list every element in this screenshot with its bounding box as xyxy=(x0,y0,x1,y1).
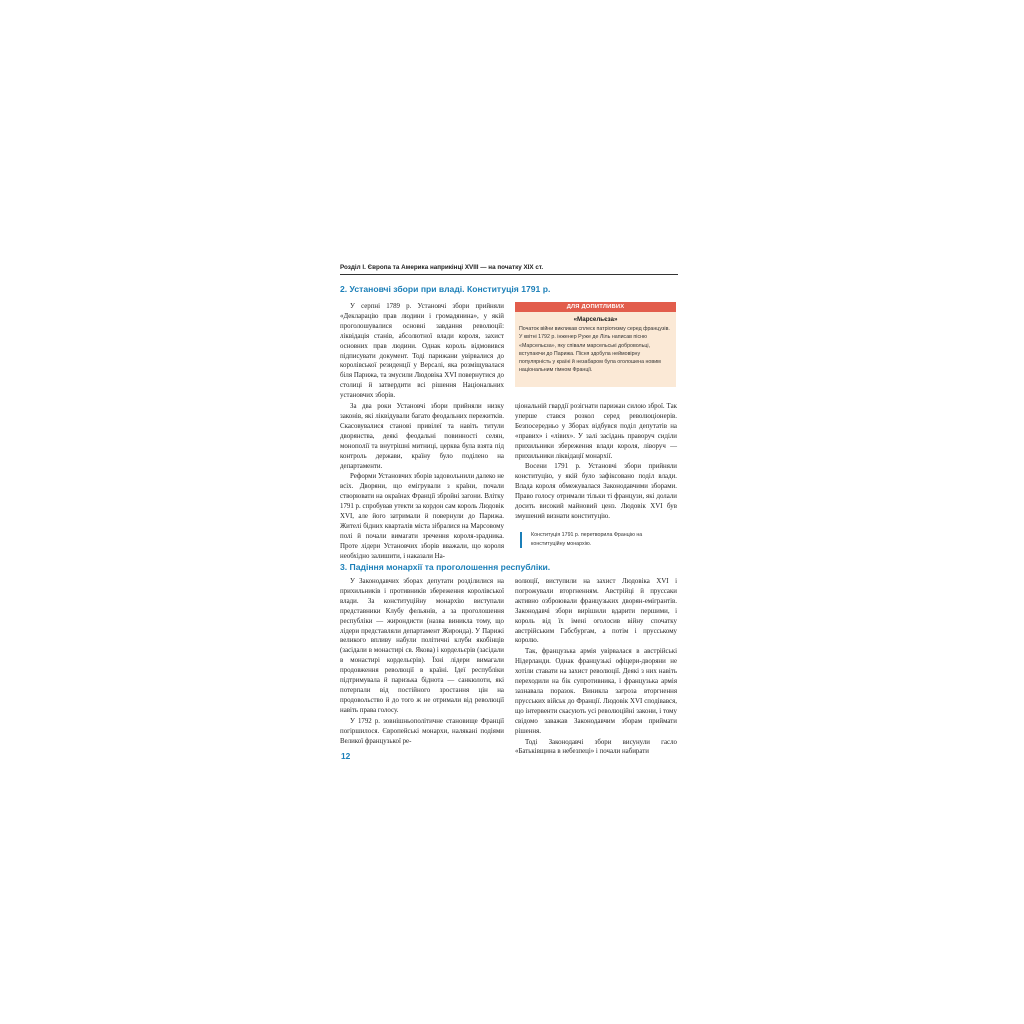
page-number: 12 xyxy=(341,751,351,761)
section-2-right-column xyxy=(515,402,677,522)
sidebar-box-body: Початок війни викликав сплеск патріотизму серед французів. У квітні 1792 р. інженер Руже де Ліль написав пісню «Марсельєза», яку співали марсельські добровольці, вступаючи до Парижа. Пісня здобула неймовірну популярність у країні й незабаром була оголошена новим національним гімном Франції. xyxy=(519,326,670,374)
paragraph: Реформи Установчих зборів задовольнили далеко не всіх. Дворяни, що емігрували з країни, почали створювати на окраїнах Франції збройні загони. Влітку 1791 р. спробував утекти за кордон сам король Людовік XVI, але його затримали й повернули до Парижа. Жителі бідних кварталів міста зібралися на Марсовому полі й почали вимагати зречення короля-зрадника. Проте лідери Установчих зборів вважали, що короля необхідно залишити, і наказали На- xyxy=(340,473,504,560)
paragraph: Тоді Законодавчі збори висунули гасло «Батьківщина в небезпеці» і почали набирати xyxy=(515,738,677,756)
paragraph: Восени 1791 р. Установчі збори прийняли конституцію, у якій було зафіксовано поділ влади. Влада короля обмежувалася Законодавчими зборами. Право голосу отримали тільки ті французи, які долали досить високий майновий ценз. Людовік XVI був змушений визнати конституцію. xyxy=(515,463,677,520)
header-rule xyxy=(340,274,678,275)
key-note xyxy=(515,531,677,553)
note-accent-bar xyxy=(520,532,522,548)
paragraph: волюції, виступили на захист Людовіка XVI і погрожували вторгненням. Австрійці й пруссаки активно озброювали французьких дворян-емігрантів. Законодавчі збори вирішили вдарити першими, і король від їх імені оголосив війну спочатку австрійським Габсбургам, а потім і прусському королю. xyxy=(515,578,677,645)
paragraph: У 1792 р. зовнішньополітичне становище Франції погіршилося. Європейські монархи, налякані подіями Великої французької ре- xyxy=(340,717,504,745)
paragraph: За два роки Установчі збори прийняли низку законів, які ліквідували багато феодальних пережитків. Скасовувалися станові привілеї та навіть титули дворянства, деякі феодальні повинності селян, монополії та внутрішні митниці, церква була взята під контроль держави, країну було поділено на департаменти. xyxy=(340,403,504,470)
paragraph: У Законодавчих зборах депутати розділилися на прихильників і противників збереження королівської влади. За конституційну монархію виступали представники Клубу фельянів, а за проголошення республіки — жирондисти (назва виникла тому, що лідери представляли департамент Жиронда). У Парижі великого впливу набули політичні клуби якобінців (засідали в монастирі св. Якова) і кордельєрів (засідали в монастирі кордельєрів). Їхні лідери вимагали продовження революції в країні. Ідеї республіки підтримувала й паризька біднота — санкюлоти, які потерпали від постійного зростання цін на продовольство й до того ж не отримали від революції навіть права голосу. xyxy=(340,578,504,714)
running-head: Розділ І. Європа та Америка наприкінці XVIII — на початку ХІХ ст. xyxy=(340,264,544,271)
paragraph: Так, французька армія увірвалася в австрійські Нідерланди. Однак французькі офіцери-дворяни не хотіли ставати на захист революції. Деякі з них навіть переходили на бік супротивника, і французька армія зазнавала поразок. Виникла загроза вторгнення прусських військ до Франції. Людовік XVI сподівався, що інтервенти скасують усі революційні закони, і тому свідомо заважав Законодавчим зборам приймати рішення. xyxy=(515,648,677,735)
section-3-left-column xyxy=(340,577,504,746)
paragraph: У серпні 1789 р. Установчі збори прийняли «Декларацію прав людини і громадянина», у якій проголошувалися основні завдання революції: ліквідація станів, абсолютної влади короля, захист основних прав людини. Однак король відмовився підписувати документ. Тоді парижани увірвалися до королівської резиденції у Версалі, яка розміщувалася біля Парижа, та змусили Людовіка XVI повернутися до столиці й затвердити всі рішення Національних установчих зборів. xyxy=(340,303,504,400)
note-text: Конституція 1791 р. перетворила Францію на конституційну монархію. xyxy=(531,532,643,547)
curious-sidebar-box xyxy=(515,302,676,387)
section-3-heading: 3. Падіння монархії та проголошення республіки. xyxy=(340,562,551,572)
sidebar-box-header: ДЛЯ ДОПИТЛИВИХ xyxy=(515,302,676,312)
textbook-page xyxy=(340,262,678,764)
section-2-heading: 2. Установчі збори при владі. Конституція 1791 р. xyxy=(340,284,551,294)
section-3-right-column xyxy=(515,577,677,757)
sidebar-box-title: «Марсельєза» xyxy=(573,316,618,323)
paragraph: ціональній гвардії розігнати парижан силою зброї. Так уперше стався розкол серед революціонерів. Безпосередньо у Зборах відбувся поділ депутатів на «правих» і «лівих». У залі засідань праворуч сиділи прихильники збереження влади короля, ліворуч — прихильники ліквідації монархії. xyxy=(515,403,677,460)
section-2-left-column xyxy=(340,302,504,562)
